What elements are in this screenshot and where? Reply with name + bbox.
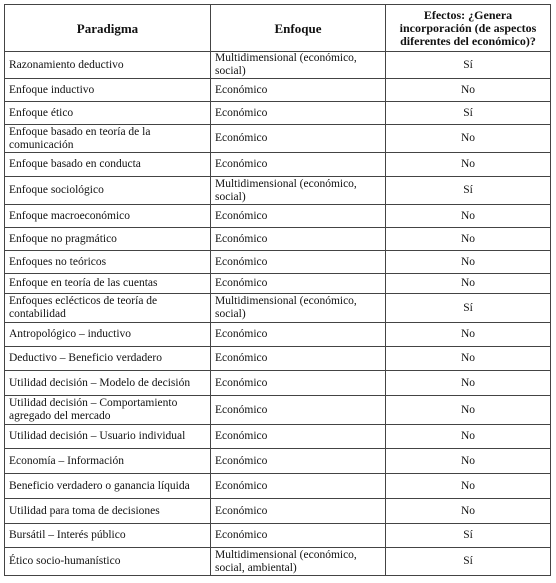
- paradigma-cell: Ético socio-humanístico: [5, 548, 211, 576]
- paradigms-table: [4, 4, 551, 576]
- table-row: [5, 323, 551, 347]
- table-body: [5, 52, 551, 576]
- enfoque-cell: Multidimensional (económico, social): [211, 177, 386, 205]
- efecto-cell: No: [386, 205, 551, 228]
- paradigma-cell: Razonamiento deductivo: [5, 52, 211, 79]
- efecto-cell: No: [386, 371, 551, 396]
- table-row: [5, 294, 551, 323]
- enfoque-cell: Multidimensional (económico, social): [211, 294, 386, 323]
- enfoque-cell: Económico: [211, 102, 386, 125]
- efecto-cell: Sí: [386, 102, 551, 125]
- enfoque-cell: Económico: [211, 125, 386, 153]
- header-enfoque: Enfoque: [211, 5, 386, 52]
- paradigma-cell: Utilidad decisión – Modelo de decisión: [5, 371, 211, 396]
- enfoque-cell: Multidimensional (económico, social, ambiental): [211, 548, 386, 576]
- efecto-cell: No: [386, 396, 551, 425]
- paradigma-cell: Utilidad para toma de decisiones: [5, 499, 211, 524]
- table-row: [5, 347, 551, 371]
- paradigma-cell: Enfoque basado en conducta: [5, 153, 211, 177]
- efecto-cell: No: [386, 79, 551, 102]
- table-row: [5, 524, 551, 548]
- enfoque-cell: Económico: [211, 474, 386, 499]
- enfoque-cell: Económico: [211, 323, 386, 347]
- enfoque-cell: Económico: [211, 153, 386, 177]
- efecto-cell: No: [386, 425, 551, 449]
- paradigma-cell: Enfoque sociológico: [5, 177, 211, 205]
- paradigma-cell: Bursátil – Interés público: [5, 524, 211, 548]
- efecto-cell: No: [386, 274, 551, 294]
- paradigma-cell: Enfoque no pragmático: [5, 228, 211, 251]
- header-efectos: Efectos: ¿Genera incorporación (de aspectos diferentes del económico)?: [386, 5, 551, 52]
- table-row: [5, 153, 551, 177]
- enfoque-cell: Económico: [211, 371, 386, 396]
- paradigma-cell: Utilidad decisión – Usuario individual: [5, 425, 211, 449]
- table-row: [5, 228, 551, 251]
- efecto-cell: Sí: [386, 524, 551, 548]
- table-row: [5, 177, 551, 205]
- table-row: [5, 548, 551, 576]
- header-row: [5, 5, 551, 52]
- efecto-cell: No: [386, 347, 551, 371]
- enfoque-cell: Económico: [211, 274, 386, 294]
- efecto-cell: No: [386, 474, 551, 499]
- efecto-cell: Sí: [386, 548, 551, 576]
- efecto-cell: Sí: [386, 294, 551, 323]
- table-header: [5, 5, 551, 52]
- efecto-cell: No: [386, 228, 551, 251]
- paradigma-cell: Enfoques eclécticos de teoría de contabilidad: [5, 294, 211, 323]
- paradigma-cell: Economía – Información: [5, 449, 211, 474]
- table-row: [5, 274, 551, 294]
- paradigma-cell: Enfoque ético: [5, 102, 211, 125]
- paradigma-cell: Deductivo – Beneficio verdadero: [5, 347, 211, 371]
- table-row: [5, 251, 551, 274]
- enfoque-cell: Económico: [211, 347, 386, 371]
- enfoque-cell: Económico: [211, 524, 386, 548]
- enfoque-cell: Económico: [211, 449, 386, 474]
- paradigma-cell: Enfoque basado en teoría de la comunicación: [5, 125, 211, 153]
- paradigma-cell: Enfoque en teoría de las cuentas: [5, 274, 211, 294]
- header-paradigma: Paradigma: [5, 5, 211, 52]
- paradigma-cell: Enfoque macroeconómico: [5, 205, 211, 228]
- table-row: [5, 125, 551, 153]
- table-row: [5, 474, 551, 499]
- efecto-cell: No: [386, 449, 551, 474]
- table-row: [5, 52, 551, 79]
- efecto-cell: Sí: [386, 52, 551, 79]
- table-row: [5, 371, 551, 396]
- table-row: [5, 205, 551, 228]
- efecto-cell: No: [386, 125, 551, 153]
- efecto-cell: No: [386, 323, 551, 347]
- enfoque-cell: Económico: [211, 396, 386, 425]
- table-row: [5, 102, 551, 125]
- enfoque-cell: Económico: [211, 251, 386, 274]
- efecto-cell: No: [386, 251, 551, 274]
- enfoque-cell: Multidimensional (económico, social): [211, 52, 386, 79]
- paradigma-cell: Antropológico – inductivo: [5, 323, 211, 347]
- table-row: [5, 449, 551, 474]
- enfoque-cell: Económico: [211, 425, 386, 449]
- paradigma-cell: Enfoque inductivo: [5, 79, 211, 102]
- enfoque-cell: Económico: [211, 205, 386, 228]
- efecto-cell: Sí: [386, 177, 551, 205]
- table-row: [5, 396, 551, 425]
- enfoque-cell: Económico: [211, 79, 386, 102]
- enfoque-cell: Económico: [211, 499, 386, 524]
- table-row: [5, 499, 551, 524]
- paradigma-cell: Utilidad decisión – Comportamiento agregado del mercado: [5, 396, 211, 425]
- efecto-cell: No: [386, 499, 551, 524]
- paradigma-cell: Enfoques no teóricos: [5, 251, 211, 274]
- paradigma-cell: Beneficio verdadero o ganancia líquida: [5, 474, 211, 499]
- table-row: [5, 425, 551, 449]
- enfoque-cell: Económico: [211, 228, 386, 251]
- efecto-cell: No: [386, 153, 551, 177]
- table-row: [5, 79, 551, 102]
